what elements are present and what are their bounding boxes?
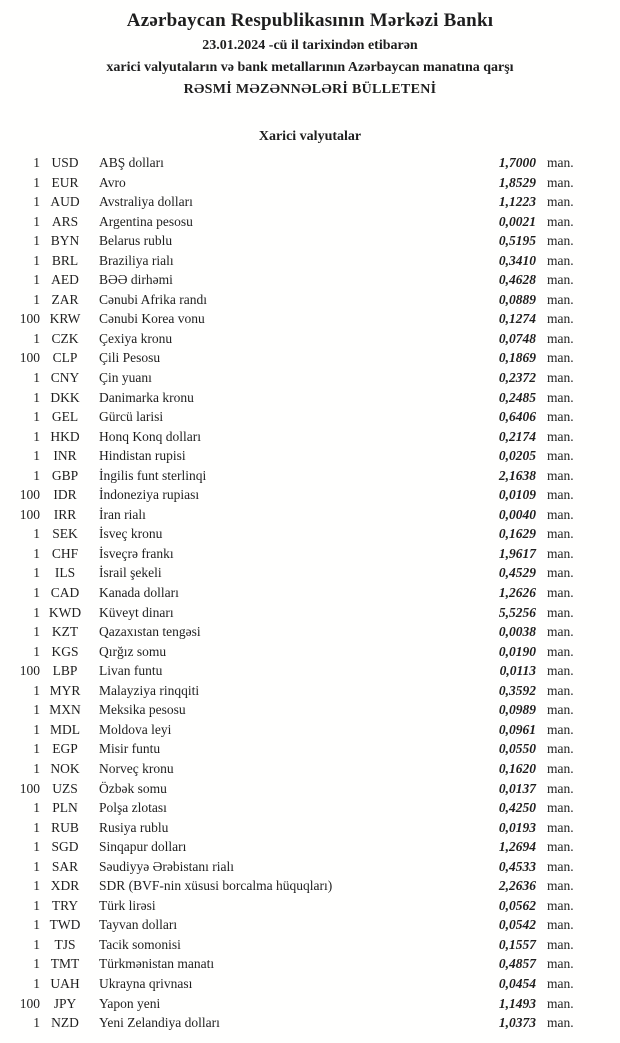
rate-currency-code: SEK — [52, 526, 78, 542]
rate-currency-code: AED — [51, 272, 79, 288]
rate-value: 0,0889 — [498, 291, 536, 307]
rate-currency-code: KRW — [49, 311, 81, 327]
rate-value: 1,7000 — [498, 155, 536, 170]
rate-quantity: 1 — [33, 682, 40, 698]
bank-name-title: Azərbaycan Respublikasının Mərkəzi Bankı — [126, 10, 494, 31]
table-row — [0, 270, 620, 290]
rate-value: 0,5195 — [498, 233, 536, 249]
rate-currency-code: PLN — [52, 800, 78, 816]
rate-currency-code: ILS — [54, 565, 76, 581]
table-row — [0, 368, 620, 388]
rate-quantity: 1 — [33, 409, 40, 425]
rate-value: 0,4250 — [498, 800, 536, 816]
rate-currency-code: TRY — [51, 897, 79, 913]
rate-currency-name: Gürcü larisi — [99, 409, 164, 425]
rate-quantity: 1 — [33, 370, 40, 386]
rate-currency-name: Cənubi Afrika randı — [99, 291, 207, 307]
rate-quantity: 1 — [33, 330, 40, 346]
rate-value: 0,0021 — [498, 213, 536, 229]
table-row — [0, 837, 620, 857]
rate-currency-name: Özbək somu — [99, 780, 167, 796]
table-row — [0, 974, 620, 994]
rate-currency-code: IRR — [53, 506, 77, 522]
rate-currency-name: Çin yuanı — [99, 370, 152, 386]
rate-quantity: 1 — [33, 741, 40, 757]
rate-currency-name: İran rialı — [99, 506, 146, 522]
rate-unit: man. — [547, 760, 574, 776]
rate-value: 0,1557 — [498, 936, 536, 952]
rate-unit: man. — [547, 370, 574, 386]
rate-currency-code: HKD — [50, 428, 80, 444]
rates-table — [0, 153, 620, 1033]
rate-quantity: 1 — [33, 975, 40, 991]
rate-quantity: 1 — [33, 194, 40, 210]
rate-unit: man. — [547, 780, 574, 796]
document-header — [0, 0, 620, 101]
rate-unit: man. — [547, 233, 574, 249]
rate-currency-name: İsrail şekeli — [99, 565, 162, 581]
rate-currency-name: Honq Konq dolları — [99, 428, 201, 444]
rate-currency-code: EUR — [51, 174, 79, 190]
rate-unit: man. — [547, 409, 574, 425]
table-row — [0, 857, 620, 877]
rate-unit: man. — [547, 858, 574, 874]
rate-value: 5,5256 — [498, 604, 536, 620]
rate-unit: man. — [547, 174, 574, 190]
rate-currency-code: INR — [53, 448, 77, 464]
rate-currency-name: Moldova leyi — [99, 721, 172, 737]
rate-value: 0,0550 — [498, 741, 536, 757]
table-row — [0, 935, 620, 955]
rate-currency-code: MDL — [50, 721, 80, 737]
rate-value: 0,0190 — [498, 643, 536, 659]
rate-quantity: 1 — [33, 819, 40, 835]
rate-currency-code: TMT — [50, 956, 80, 972]
rate-unit: man. — [547, 311, 574, 327]
rate-currency-code: LBP — [52, 663, 78, 679]
table-row — [0, 1013, 620, 1033]
rate-quantity: 100 — [19, 350, 40, 366]
rate-currency-name: Danimarka kronu — [99, 389, 194, 405]
rate-currency-name: Tacik somonisi — [99, 936, 181, 952]
rate-unit: man. — [547, 643, 574, 659]
rate-currency-name: Livan funtu — [99, 663, 163, 679]
rate-currency-name: Küveyt dinarı — [99, 604, 174, 620]
rate-currency-code: USD — [51, 155, 79, 170]
rate-unit: man. — [547, 624, 574, 640]
rate-currency-name: Braziliya rialı — [99, 252, 174, 268]
rate-currency-code: AUD — [50, 194, 80, 210]
table-row — [0, 779, 620, 799]
rate-currency-code: ARS — [51, 213, 79, 229]
rate-unit: man. — [547, 448, 574, 464]
table-row — [0, 153, 620, 173]
table-row — [0, 388, 620, 408]
table-row — [0, 251, 620, 271]
rate-value: 1,8529 — [498, 174, 536, 190]
table-row — [0, 954, 620, 974]
rate-value: 0,3410 — [498, 252, 536, 268]
rate-currency-code: CNY — [50, 370, 80, 386]
rate-unit: man. — [547, 604, 574, 620]
rate-currency-name: Çexiya kronu — [99, 330, 173, 346]
rate-unit: man. — [547, 155, 574, 170]
rate-unit: man. — [547, 389, 574, 405]
rate-quantity: 1 — [33, 252, 40, 268]
rate-currency-name: Ukrayna qrivnası — [99, 975, 193, 991]
rate-quantity: 100 — [19, 995, 40, 1011]
rate-value: 0,0748 — [498, 330, 536, 346]
rate-value: 1,1223 — [498, 194, 536, 210]
table-row — [0, 329, 620, 349]
rate-currency-code: EGP — [52, 741, 78, 757]
rate-currency-name: Türk lirəsi — [99, 897, 156, 913]
rate-unit: man. — [547, 663, 574, 679]
table-row — [0, 231, 620, 251]
table-row — [0, 622, 620, 642]
rate-unit: man. — [547, 252, 574, 268]
rate-quantity: 1 — [33, 839, 40, 855]
rate-currency-name: Səudiyyə Ərəbistanı rialı — [99, 858, 234, 874]
rate-unit: man. — [547, 800, 574, 816]
rate-quantity: 1 — [33, 448, 40, 464]
rate-quantity: 1 — [33, 936, 40, 952]
rate-unit: man. — [547, 565, 574, 581]
rate-value: 0,4857 — [498, 956, 536, 972]
rate-unit: man. — [547, 995, 574, 1011]
rate-unit: man. — [547, 467, 574, 483]
rate-currency-name: Polşa zlotası — [99, 800, 167, 816]
rate-unit: man. — [547, 272, 574, 288]
rate-quantity: 1 — [33, 585, 40, 601]
rate-quantity: 100 — [19, 487, 40, 503]
rate-currency-name: Belarus rublu — [99, 233, 173, 249]
rate-value: 0,0542 — [498, 917, 536, 933]
rate-quantity: 1 — [33, 858, 40, 874]
rate-value: 0,4628 — [498, 272, 536, 288]
table-row — [0, 309, 620, 329]
rate-quantity: 100 — [19, 311, 40, 327]
rate-value: 0,0562 — [498, 897, 536, 913]
rate-currency-name: Meksika pesosu — [99, 702, 186, 718]
rate-unit: man. — [547, 741, 574, 757]
rate-currency-name: Avro — [99, 174, 126, 190]
rate-unit: man. — [547, 585, 574, 601]
rate-unit: man. — [547, 1015, 574, 1031]
rate-quantity: 100 — [19, 780, 40, 796]
rate-quantity: 1 — [33, 389, 40, 405]
rate-currency-name: Norveç kronu — [99, 760, 174, 776]
rate-currency-code: ZAR — [51, 291, 79, 307]
rate-unit: man. — [547, 936, 574, 952]
rate-quantity: 1 — [33, 174, 40, 190]
table-row — [0, 212, 620, 232]
table-row — [0, 173, 620, 193]
table-row — [0, 192, 620, 212]
bulletin-title: RƏSMİ MƏZƏNNƏLƏRİ BÜLLETENİ — [183, 82, 437, 97]
rate-value: 0,0109 — [498, 487, 536, 503]
rate-quantity: 1 — [33, 760, 40, 776]
rate-currency-name: Avstraliya dolları — [99, 194, 193, 210]
rate-value: 0,2485 — [498, 389, 536, 405]
rate-currency-code: BRL — [51, 252, 79, 268]
rate-value: 1,1493 — [498, 995, 536, 1011]
rate-currency-code: CLP — [52, 350, 78, 366]
table-row — [0, 603, 620, 623]
rate-currency-code: GBP — [51, 467, 79, 483]
rate-unit: man. — [547, 291, 574, 307]
rate-value: 0,1869 — [498, 350, 536, 366]
table-row — [0, 505, 620, 525]
rate-currency-code: DKK — [50, 389, 80, 405]
rate-currency-code: JPY — [53, 995, 77, 1011]
rate-currency-code: KGS — [51, 643, 79, 659]
rate-quantity: 1 — [33, 702, 40, 718]
rate-quantity: 1 — [33, 213, 40, 229]
rate-currency-code: CHF — [51, 545, 79, 561]
rate-value: 0,1620 — [498, 760, 536, 776]
rate-unit: man. — [547, 428, 574, 444]
rate-currency-name: Türkmənistan manatı — [99, 956, 215, 972]
rate-currency-code: CAD — [50, 585, 80, 601]
rate-currency-code: CZK — [51, 330, 79, 346]
rate-currency-name: İsveç kronu — [99, 526, 163, 542]
rate-quantity: 1 — [33, 291, 40, 307]
rate-currency-code: NZD — [51, 1015, 79, 1031]
rate-currency-code: IDR — [53, 487, 77, 503]
rate-currency-code: BYN — [50, 233, 80, 249]
rate-currency-name: İngilis funt sterlinqi — [99, 467, 207, 483]
rate-unit: man. — [547, 917, 574, 933]
rate-currency-name: İndoneziya rupiası — [99, 487, 200, 503]
rate-unit: man. — [547, 350, 574, 366]
rate-currency-name: Sinqapur dolları — [99, 839, 187, 855]
rate-quantity: 1 — [33, 1015, 40, 1031]
rate-unit: man. — [547, 702, 574, 718]
rate-quantity: 1 — [33, 956, 40, 972]
section-title-foreign-currencies: Xarici valyutalar — [258, 129, 362, 144]
table-row — [0, 583, 620, 603]
rate-value: 0,6406 — [498, 409, 536, 425]
rate-currency-code: XDR — [50, 878, 80, 894]
table-row — [0, 739, 620, 759]
rate-currency-code: RUB — [51, 819, 79, 835]
rate-quantity: 1 — [33, 272, 40, 288]
table-row — [0, 427, 620, 447]
rate-value: 0,2372 — [498, 370, 536, 386]
rate-unit: man. — [547, 839, 574, 855]
rate-value: 0,0193 — [498, 819, 536, 835]
rate-currency-name: Argentina pesosu — [99, 213, 193, 229]
rate-currency-name: Qazaxıstan tengəsi — [99, 624, 201, 640]
rate-quantity: 1 — [33, 604, 40, 620]
rate-currency-name: Yeni Zelandiya dolları — [99, 1015, 220, 1031]
rate-currency-name: Tayvan dolları — [99, 917, 178, 933]
rate-unit: man. — [547, 330, 574, 346]
rate-value: 1,9617 — [498, 545, 536, 561]
table-row — [0, 681, 620, 701]
rate-value: 0,0989 — [498, 702, 536, 718]
rate-unit: man. — [547, 194, 574, 210]
rate-value: 1,2626 — [498, 585, 536, 601]
rate-quantity: 1 — [33, 897, 40, 913]
table-row — [0, 818, 620, 838]
rate-value: 0,2174 — [498, 428, 536, 444]
rate-currency-name: Misir funtu — [99, 741, 161, 757]
rate-currency-name: BƏƏ dirhəmi — [99, 272, 173, 288]
rate-value: 0,0038 — [498, 624, 536, 640]
table-row — [0, 759, 620, 779]
table-row — [0, 407, 620, 427]
rate-quantity: 1 — [33, 800, 40, 816]
rate-unit: man. — [547, 878, 574, 894]
rate-value: 0,3592 — [498, 682, 536, 698]
rate-quantity: 1 — [33, 643, 40, 659]
table-row — [0, 915, 620, 935]
rate-currency-code: GEL — [51, 409, 79, 425]
rate-unit: man. — [547, 721, 574, 737]
table-row — [0, 446, 620, 466]
rate-value: 0,0040 — [498, 506, 536, 522]
rate-currency-name: Çili Pesosu — [99, 350, 161, 366]
rate-quantity: 1 — [33, 526, 40, 542]
rate-quantity: 1 — [33, 545, 40, 561]
table-row — [0, 466, 620, 486]
table-row — [0, 798, 620, 818]
table-row — [0, 720, 620, 740]
rate-value: 1,0373 — [498, 1015, 536, 1031]
rate-value: 0,0961 — [498, 721, 536, 737]
rate-currency-name: SDR (BVF-nin xüsusi borcalma hüquqları) — [99, 878, 333, 894]
rate-currency-code: SGD — [51, 839, 79, 855]
table-row — [0, 544, 620, 564]
rate-currency-name: Malayziya rinqqiti — [99, 682, 200, 698]
rate-unit: man. — [547, 682, 574, 698]
rate-currency-code: MXN — [49, 702, 81, 718]
table-row — [0, 642, 620, 662]
rate-currency-code: MYR — [49, 682, 81, 698]
rate-unit: man. — [547, 956, 574, 972]
rate-value: 2,1638 — [498, 467, 536, 483]
table-row — [0, 896, 620, 916]
rate-value: 0,0454 — [498, 975, 536, 991]
table-row — [0, 485, 620, 505]
rate-currency-code: KZT — [51, 624, 79, 640]
rate-unit: man. — [547, 506, 574, 522]
rate-quantity: 100 — [19, 506, 40, 522]
rate-unit: man. — [547, 819, 574, 835]
rate-currency-name: Yapon yeni — [99, 995, 161, 1011]
rate-currency-code: UZS — [52, 780, 78, 796]
rate-value: 0,4529 — [498, 565, 536, 581]
rate-quantity: 1 — [33, 917, 40, 933]
rate-currency-code: TJS — [54, 936, 76, 952]
rate-currency-code: KWD — [48, 604, 82, 620]
rate-value: 0,1629 — [498, 526, 536, 542]
effective-date-line: 23.01.2024 -cü il tarixindən etibarən — [202, 38, 418, 53]
rate-unit: man. — [547, 975, 574, 991]
rate-currency-name: Cənubi Korea vonu — [99, 311, 205, 327]
rate-value: 0,1274 — [498, 311, 536, 327]
rate-currency-code: TWD — [49, 917, 81, 933]
rate-value: 0,0137 — [498, 780, 536, 796]
bulletin-subtitle: xarici valyutaların və bank metallarının Azərbaycan manatına qarşı — [106, 60, 514, 75]
rate-currency-name: Hindistan rupisi — [99, 448, 186, 464]
table-row — [0, 348, 620, 368]
rate-currency-code: UAH — [50, 975, 80, 991]
rate-value: 0,0205 — [498, 448, 536, 464]
table-row — [0, 563, 620, 583]
rate-quantity: 1 — [33, 565, 40, 581]
rate-unit: man. — [547, 545, 574, 561]
rate-quantity: 1 — [33, 233, 40, 249]
table-row — [0, 994, 620, 1014]
table-row — [0, 700, 620, 720]
rate-unit: man. — [547, 526, 574, 542]
rate-quantity: 100 — [19, 663, 40, 679]
table-row — [0, 661, 620, 681]
rate-unit: man. — [547, 897, 574, 913]
rate-quantity: 1 — [33, 624, 40, 640]
rate-quantity: 1 — [33, 878, 40, 894]
table-row — [0, 876, 620, 896]
rate-value: 0,0113 — [499, 663, 536, 679]
rate-quantity: 1 — [33, 428, 40, 444]
rate-quantity: 1 — [33, 155, 40, 170]
table-row — [0, 290, 620, 310]
rate-value: 0,4533 — [498, 858, 536, 874]
rate-currency-name: Qırğız somu — [99, 643, 167, 659]
table-row — [0, 524, 620, 544]
rate-currency-code: SAR — [51, 858, 79, 874]
rate-value: 2,2636 — [498, 878, 536, 894]
rate-value: 1,2694 — [498, 839, 536, 855]
rate-unit: man. — [547, 487, 574, 503]
rate-currency-name: ABŞ dolları — [99, 155, 164, 170]
rate-currency-code: NOK — [50, 760, 80, 776]
rate-currency-name: Kanada dolları — [99, 585, 179, 601]
rate-unit: man. — [547, 213, 574, 229]
rate-currency-name: Rusiya rublu — [99, 819, 169, 835]
rate-quantity: 1 — [33, 721, 40, 737]
rate-quantity: 1 — [33, 467, 40, 483]
rate-currency-name: İsveçrə frankı — [99, 545, 174, 561]
